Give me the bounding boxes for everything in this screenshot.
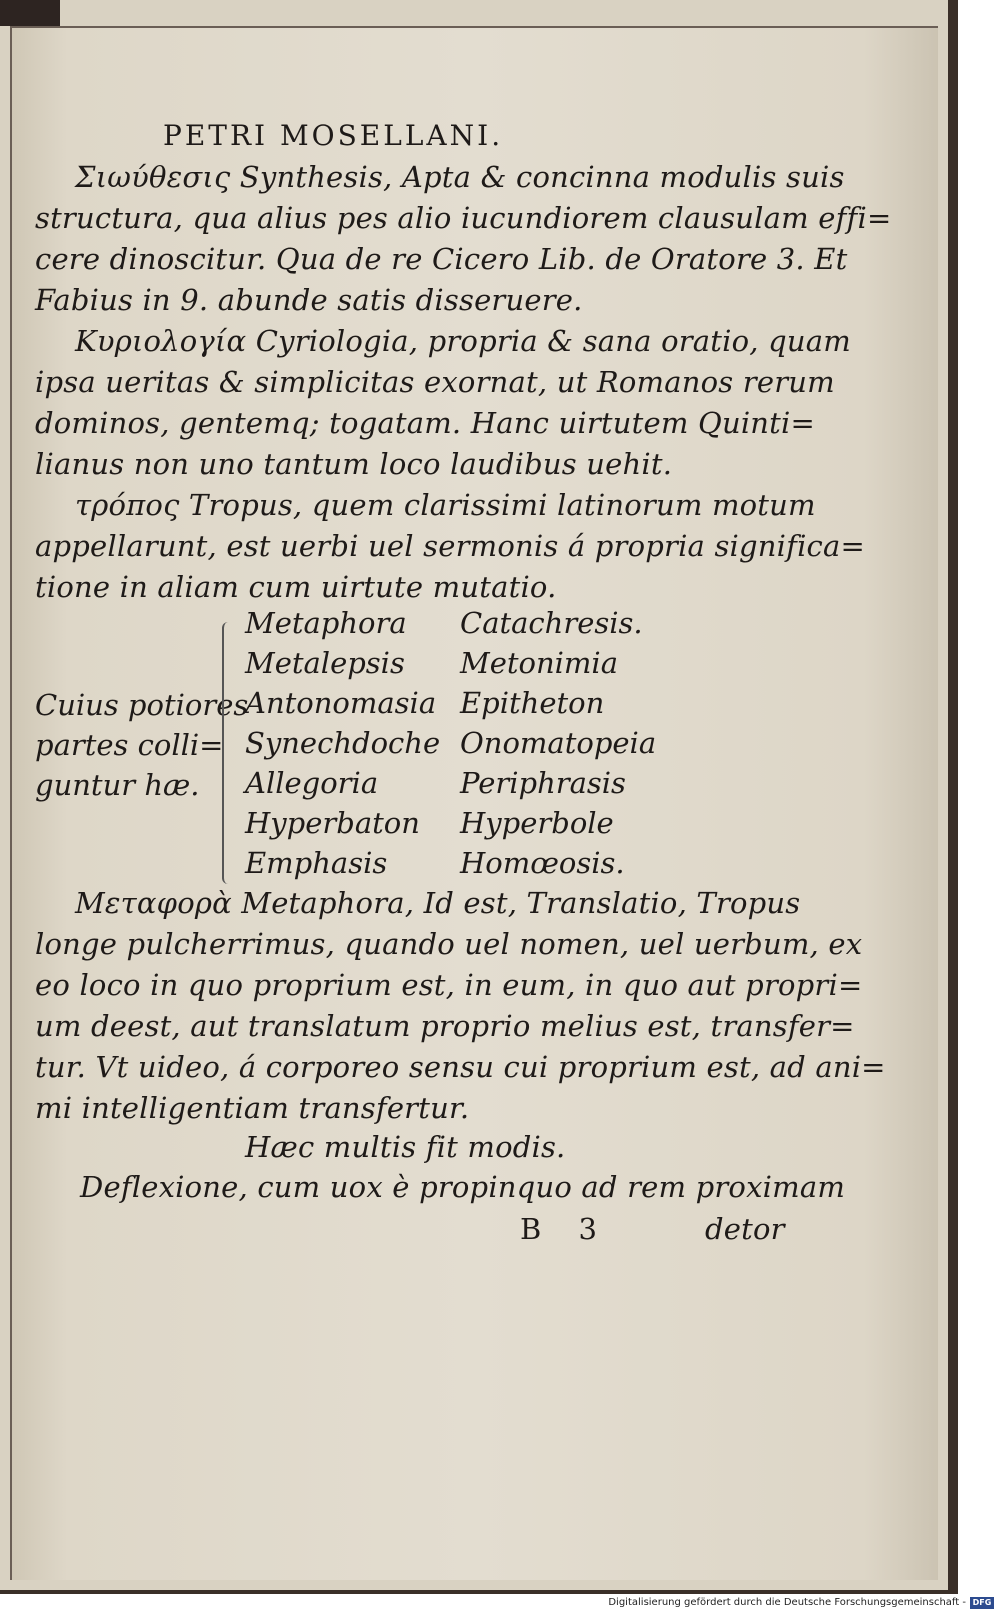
running-header: PETRI MOSELLANI.	[163, 119, 504, 152]
text-line: um deest, aut translatum proprio melius est, transfer=	[35, 1009, 855, 1043]
trope-item: Hyperbaton	[245, 806, 420, 840]
text-line: Σιωύθεσις Synthesis, Apta & concinna modulis suis	[75, 160, 845, 194]
trope-item: Emphasis	[245, 846, 388, 880]
text-line: Fabius in 9. abunde satis disseruere.	[35, 283, 583, 317]
brace-mark	[222, 622, 236, 884]
page-corner-shadow	[0, 0, 60, 26]
centered-line: Hæc multis fit modis.	[245, 1130, 566, 1164]
trope-item: Synechdoche	[245, 726, 441, 760]
trope-item: Hyperbole	[460, 806, 614, 840]
catchword: detor	[705, 1212, 785, 1246]
text-line: dominos, gentemq; togatam. Hanc uirtutem Quinti=	[35, 406, 815, 440]
dfg-logo-icon: DFG	[970, 1597, 994, 1609]
text-line: ipsa ueritas & simplicitas exornat, ut Romanos rerum	[35, 365, 835, 399]
text-line: Μεταφορὰ Metaphora, Id est, Translatio, Tropus	[75, 886, 801, 920]
text-line: τρόπος Tropus, quem clarissimi latinorum motum	[75, 488, 816, 522]
text-line: tione in aliam cum uirtute mutatio.	[35, 570, 557, 604]
table-label-line: partes colli=	[35, 728, 224, 762]
footer-credit: Digitalisierung gefördert durch die Deutsche Forschungsgemeinschaft -	[608, 1597, 966, 1608]
trope-item: Metonimia	[460, 646, 618, 680]
trope-item: Periphrasis	[460, 766, 626, 800]
trope-item: Antonomasia	[245, 686, 437, 720]
text-line: lianus non uno tantum loco laudibus uehit.	[35, 447, 673, 481]
text-line: tur. Vt uideo, á corporeo sensu cui proprium est, ad ani=	[35, 1050, 886, 1084]
trope-item: Allegoria	[245, 766, 379, 800]
text-line: Deflexione, cum uox è propinquo ad rem proximam	[80, 1170, 846, 1204]
trope-item: Epitheton	[460, 686, 605, 720]
text-line: structura, qua alius pes alio iucundiorem clausulam effi=	[35, 201, 892, 235]
text-line: appellarunt, est uerbi uel sermonis á propria significa=	[35, 529, 865, 563]
trope-item: Onomatopeia	[460, 726, 657, 760]
table-label-line: Cuius potiores	[35, 688, 249, 722]
text-line: mi intelligentiam transfertur.	[35, 1091, 470, 1125]
trope-item: Homœosis.	[460, 846, 625, 880]
text-line: longe pulcherrimus, quando uel nomen, uel uerbum, ex	[35, 927, 863, 961]
text-line: cere dinoscitur. Qua de re Cicero Lib. de Oratore 3. Et	[35, 242, 848, 276]
trope-item: Catachresis.	[460, 606, 643, 640]
signature-mark: B 3	[520, 1212, 611, 1246]
text-line: Κυριολογία Cyriologia, propria & sana oratio, quam	[75, 324, 851, 358]
trope-item: Metaphora	[245, 606, 407, 640]
trope-item: Metalepsis	[245, 646, 405, 680]
text-line: eo loco in quo proprium est, in eum, in quo aut propri=	[35, 968, 863, 1002]
table-label-line: guntur hæ.	[35, 768, 200, 802]
